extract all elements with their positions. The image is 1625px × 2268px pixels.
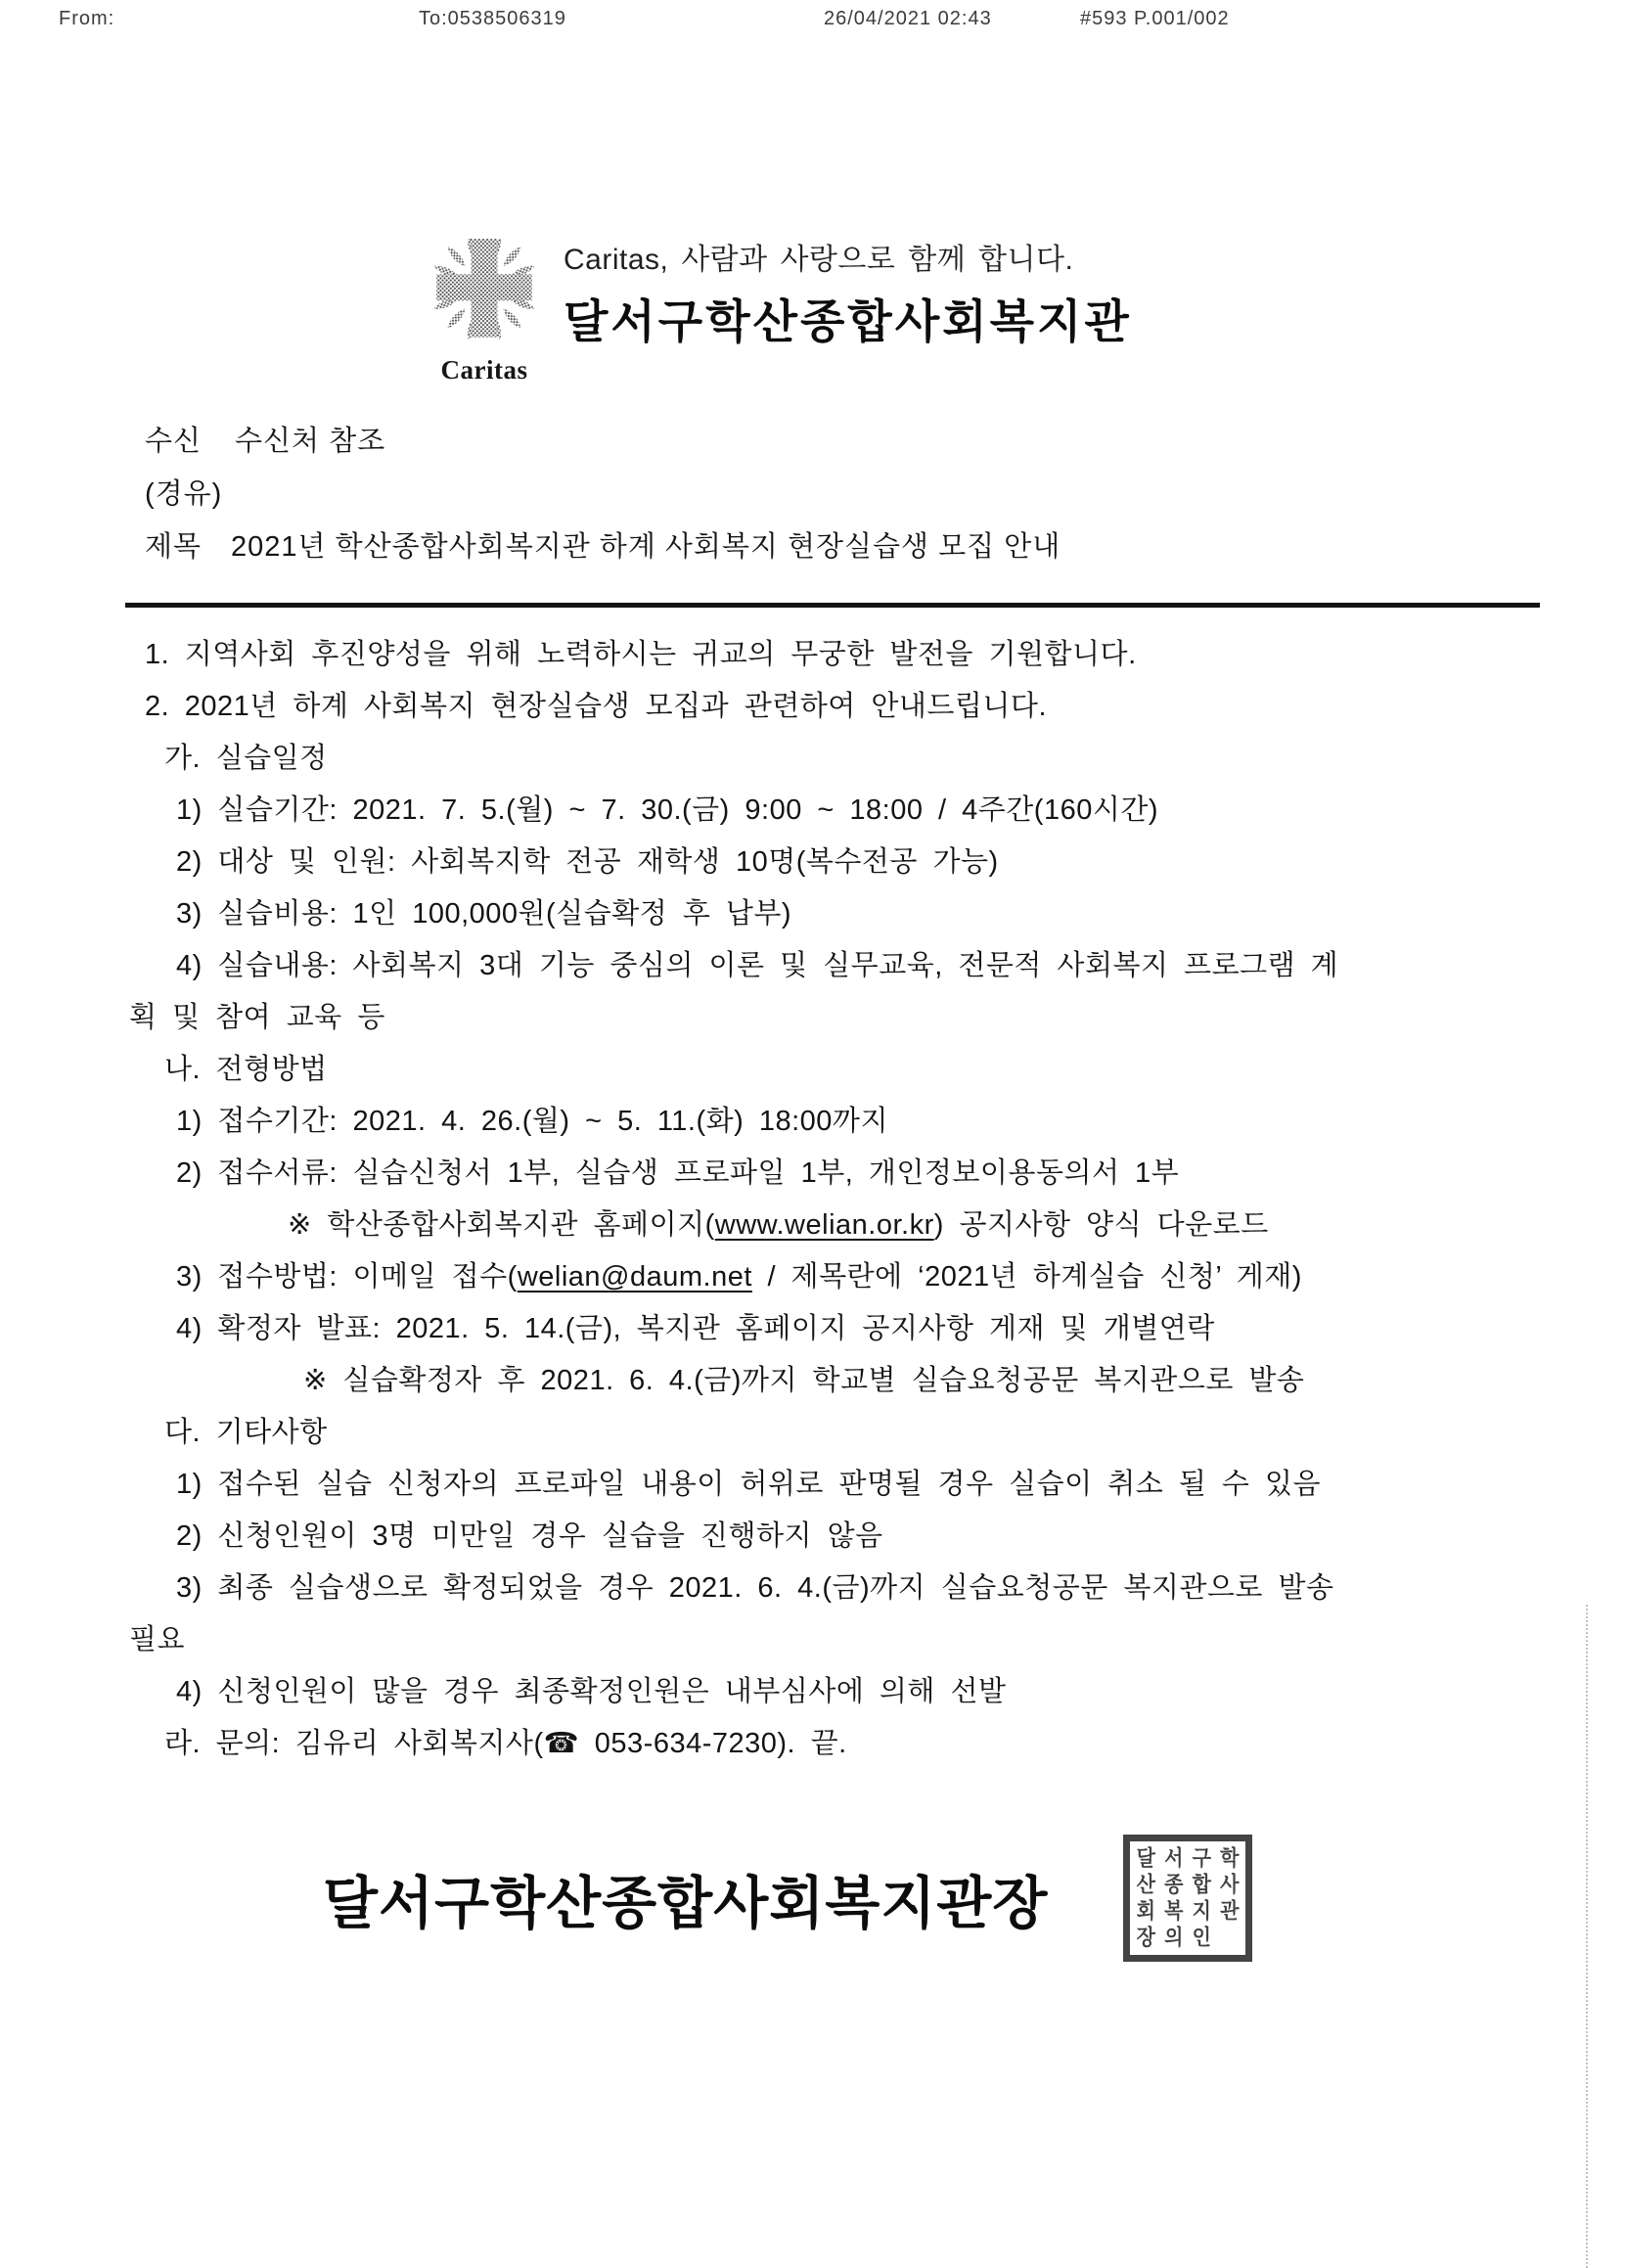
seal-char: 장 — [1136, 1926, 1155, 1950]
caritas-logo-caption: Caritas — [440, 355, 528, 385]
seal-char: 산 — [1136, 1873, 1155, 1897]
organization-name: 달서구학산종합사회복지관 — [564, 295, 1132, 347]
body-line: 4) 신청인원이 많을 경우 최종확정인원은 내부심사에 의해 선발 — [176, 1676, 1007, 1707]
body-line: 1) 실습기간: 2021. 7. 5.(월) ~ 7. 30.(금) 9:00 ~ 18:00 / 4주간(160시간) — [176, 794, 1159, 826]
seal-char: 학 — [1220, 1846, 1240, 1871]
header-divider — [125, 603, 1540, 608]
seal-char: 종 — [1164, 1873, 1184, 1897]
body-line: 3) 최종 실습생으로 확정되었을 경우 2021. 6. 4.(금)까지 실습요청공문 복지관으로 발송 — [176, 1572, 1334, 1604]
body-line: 1. 지역사회 후진양성을 위해 노력하시는 귀교의 무궁한 발전을 기원합니다. — [145, 639, 1137, 670]
fax-page-info: #593 P.001/002 — [1080, 8, 1230, 29]
seal-char: 관 — [1220, 1899, 1240, 1924]
seal-char: 복 — [1164, 1899, 1184, 1924]
body-line: 다. 기타사항 — [164, 1417, 328, 1448]
body-line: ※ 실습확정자 후 2021. 6. 4.(금)까지 학교별 실습요청공문 복지관으로 발송 — [303, 1365, 1305, 1396]
seal-char: 구 — [1192, 1846, 1211, 1871]
body-line: 라. 문의: 김유리 사회복지사(☎ 053-634-7230). 끝. — [164, 1728, 847, 1759]
body-line-text: ) 공지사항 양식 다운로드 — [933, 1209, 1269, 1241]
link-text[interactable]: www.welian.or.kr — [714, 1209, 934, 1241]
caritas-cross-icon — [433, 239, 535, 348]
recipient-label: 수신 — [145, 426, 203, 457]
body-line — [125, 1202, 1593, 1254]
body-line-text: 3) 접수방법: 이메일 접수( — [176, 1261, 518, 1293]
body-line: 획 및 참여 교육 등 — [129, 1002, 385, 1033]
link-text[interactable]: welian@daum.net — [517, 1261, 752, 1293]
body-line — [125, 1254, 1593, 1306]
seal-char: 인 — [1192, 1926, 1211, 1950]
recipient-value: 수신처 참조 — [235, 426, 386, 457]
subject-value: 2021년 학산종합사회복지관 하계 사회복지 현장실습생 모집 안내 — [231, 531, 1061, 563]
body-line: 필요 — [129, 1624, 186, 1656]
seal-char: 의 — [1164, 1926, 1184, 1950]
caritas-logo — [430, 239, 538, 386]
seal-char: 회 — [1136, 1899, 1155, 1924]
official-seal — [1123, 1835, 1252, 1962]
body-line: 3) 실습비용: 1인 100,000원(실습확정 후 납부) — [176, 898, 792, 930]
signature-title: 달서구학산종합사회복지관장 — [323, 1872, 1049, 1935]
fax-header — [0, 8, 1625, 37]
body-line: 나. 전형방법 — [164, 1054, 328, 1085]
body-line-text: ※ 학산종합사회복지관 홈페이지( — [288, 1209, 715, 1241]
seal-char: 서 — [1164, 1846, 1184, 1871]
body-line: 2) 접수서류: 실습신청서 1부, 실습생 프로파일 1부, 개인정보이용동의서 1부 — [176, 1157, 1180, 1189]
body-line: 2) 신청인원이 3명 미만일 경우 실습을 진행하지 않음 — [176, 1520, 883, 1552]
body-line: 2. 2021년 하계 사회복지 현장실습생 모집과 관련하여 안내드립니다. — [145, 691, 1048, 722]
body-line-text: / 제목란에 ‘2021년 하계실습 신청’ 게재) — [751, 1261, 1302, 1293]
via-value: (경유) — [145, 478, 223, 510]
body-line: 2) 대상 및 인원: 사회복지학 전공 재학생 10명(복수전공 가능) — [176, 846, 999, 878]
subject-row — [145, 524, 1061, 577]
fax-to-number: To:0538506319 — [419, 8, 566, 29]
body-lines — [125, 632, 1593, 1773]
seal-char: 합 — [1192, 1873, 1211, 1897]
letterhead-text — [564, 235, 1132, 351]
body-line: 1) 접수기간: 2021. 4. 26.(월) ~ 5. 11.(화) 18:00까지 — [176, 1106, 888, 1137]
seal-char: 지 — [1192, 1899, 1211, 1924]
body-line: 4) 실습내용: 사회복지 3대 기능 중심의 이론 및 실무교육, 전문적 사회복지 프로그램 계 — [176, 950, 1339, 981]
body-line: 1) 접수된 실습 신청자의 프로파일 내용이 허위로 판명될 경우 실습이 취소 될 수 있음 — [176, 1469, 1321, 1500]
fax-datetime: 26/04/2021 02:43 — [824, 8, 992, 29]
subject-label: 제목 — [145, 531, 203, 563]
via-row — [145, 472, 1061, 524]
fax-from-label: From: — [59, 8, 115, 29]
seal-char: 사 — [1220, 1873, 1240, 1897]
body-line: 가. 실습일정 — [164, 743, 328, 774]
scan-artifact-line — [1586, 1605, 1588, 2268]
body-line: 4) 확정자 발표: 2021. 5. 14.(금), 복지관 홈페이지 공지사항 게재 및 개별연락 — [176, 1313, 1215, 1344]
recipient-row — [145, 419, 1061, 472]
seal-char: 달 — [1136, 1846, 1155, 1871]
letterhead-slogan: Caritas, 사람과 사랑으로 함께 합니다. — [564, 244, 1074, 276]
document-meta — [145, 419, 1061, 577]
